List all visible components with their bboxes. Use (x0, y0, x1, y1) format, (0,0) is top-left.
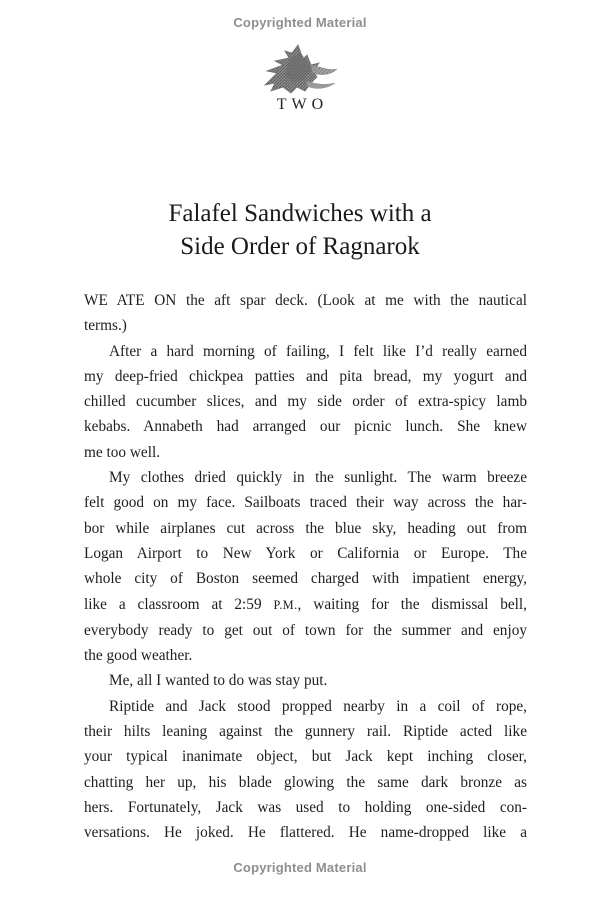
body-line: my deep-fried chickpea patties and pita bread, my yogurt and (84, 367, 527, 385)
body-line: everybody ready to get out of town for the summer and enjoy (84, 621, 527, 639)
body-line: Me, all I wanted to do was stay put. (109, 672, 328, 690)
body-line: chilled cucumber slices, and my side order of extra-spicy lamb (84, 393, 527, 411)
sketch-ship-vignette-icon (261, 43, 339, 102)
body-line: whole city of Boston seemed charged with impatient energy, (84, 570, 527, 588)
body-line: me too well. (84, 443, 161, 461)
body-line: Logan Airport to New York or California or Europe. The (84, 544, 527, 562)
chapter-title-line2: Side Order of Ragnarok (180, 233, 420, 260)
body-text (84, 288, 527, 846)
body-line: chatting her up, his blade glowing the same dark bronze as (84, 773, 527, 791)
body-line: Riptide and Jack stood propped nearby in a coil of rope, (109, 697, 527, 715)
body-line: the good weather. (84, 647, 193, 665)
body-line: WE ATE ON the aft spar deck. (Look at me with the nautical (84, 292, 527, 309)
chapter-title (0, 197, 600, 263)
chapter-vignette (0, 43, 600, 102)
body-line: bor while airplanes cut across the blue sky, heading out from (84, 519, 527, 537)
chapter-title-line1: Falafel Sandwiches with a (168, 200, 432, 227)
chapter-number: TWO (276, 96, 329, 113)
body-line: kebabs. Annabeth had arranged our picnic lunch. She knew (84, 418, 527, 436)
body-line: their hilts leaning against the gunnery rail. Riptide acted like (84, 723, 527, 741)
copyright-notice-bottom: Copyrighted Material (233, 860, 367, 875)
body-line: felt good on my face. Sailboats traced their way across the har- (84, 494, 527, 512)
body-line: versations. He joked. He flattered. He name-dropped like a (84, 824, 527, 842)
body-line: hers. Fortunately, Jack was used to holding one-sided con- (84, 798, 527, 816)
body-line: My clothes dried quickly in the sunlight. The warm breeze (109, 469, 527, 487)
body-line: terms.) (84, 317, 127, 335)
body-line: your typical inanimate object, but Jack kept inching closer, (84, 748, 527, 766)
body-line: After a hard morning of failing, I felt like I’d really earned (109, 342, 527, 360)
body-line: like a classroom at 2:59 P.M., waiting for the dismissal bell, (84, 595, 527, 613)
copyright-notice-top: Copyrighted Material (233, 15, 367, 30)
